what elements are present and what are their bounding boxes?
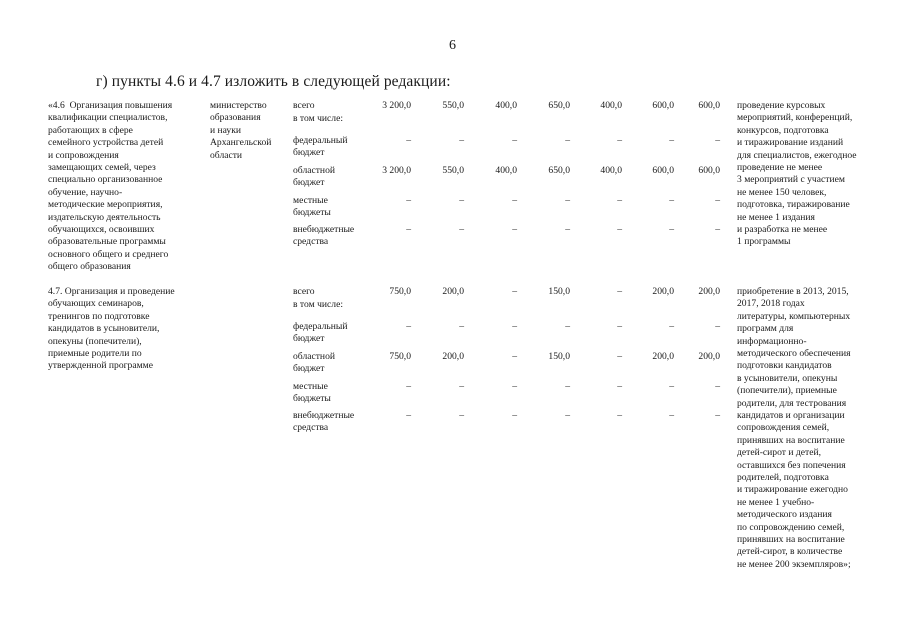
- funding-source-label: местные: [293, 195, 328, 206]
- expected-result-line: подготовки кандидатов: [737, 360, 832, 372]
- expected-result-line: не менее 1 учебно-: [737, 496, 815, 508]
- expected-result-line: не менее 1 издания: [737, 211, 815, 223]
- expected-result-line: детей-сирот и детей,: [737, 447, 822, 459]
- executor-line: области: [210, 149, 243, 161]
- funding-value-cell: –: [617, 321, 622, 332]
- item-title-line: работающих в сфере: [48, 124, 133, 136]
- item-title-line: замещающих семей, через: [48, 162, 156, 173]
- amendment-heading: г) пункты 4.6 и 4.7 изложить в следующей редакции:: [96, 73, 451, 90]
- funding-value-cell: –: [617, 351, 622, 362]
- funding-value-cell: –: [512, 321, 517, 332]
- funding-value-cell: –: [406, 195, 411, 206]
- funding-value-cell: –: [669, 224, 674, 235]
- expected-result-line: и тиражирование ежегодно: [737, 484, 848, 496]
- funding-value-cell: –: [512, 224, 517, 235]
- funding-value-cell: –: [406, 410, 411, 421]
- funding-value-cell: –: [715, 321, 720, 332]
- funding-value-cell: 400,0: [495, 100, 517, 111]
- funding-source-label: бюджет: [293, 363, 325, 375]
- funding-value-cell: 600,0: [698, 100, 720, 111]
- expected-result-line: проведение не менее: [737, 162, 823, 173]
- item-title-line: обучающих семинаров,: [48, 298, 144, 310]
- item-title-line: «4.6 Организация повышения: [48, 100, 173, 111]
- executor-line: Архангельской: [210, 137, 272, 149]
- expected-result-line: оставшихся без попечения: [737, 459, 846, 471]
- expected-result-line: мероприятий, конференций,: [737, 112, 853, 124]
- funding-value-cell: –: [512, 351, 517, 362]
- funding-value-cell: –: [565, 135, 570, 146]
- funding-value-cell: –: [617, 286, 622, 297]
- expected-result-line: проведение курсовых: [737, 100, 826, 111]
- funding-value-cell: –: [512, 195, 517, 206]
- funding-source-label: бюджет: [293, 177, 325, 189]
- funding-value-cell: –: [715, 410, 720, 421]
- expected-result-line: программ для: [737, 323, 794, 335]
- expected-result-line: информационно-: [737, 335, 807, 347]
- funding-value-cell: –: [617, 135, 622, 146]
- funding-source-label: внебюджетные: [293, 410, 355, 421]
- item-title-line: приемные родители по: [48, 348, 142, 359]
- funding-value-cell: 200,0: [442, 286, 464, 297]
- executor-line: образования: [210, 112, 261, 124]
- item-title-line: специально организованное: [48, 174, 163, 186]
- funding-value-cell: 600,0: [652, 100, 674, 111]
- item-title-line: обучение, научно-: [48, 186, 123, 198]
- funding-value-cell: –: [617, 224, 622, 235]
- expected-result-line: сопровождения семей,: [737, 422, 830, 434]
- expected-result-line: подготовка, тиражирование: [737, 199, 850, 211]
- funding-value-cell: –: [617, 195, 622, 206]
- funding-value-cell: 650,0: [548, 165, 570, 176]
- funding-value-cell: –: [565, 321, 570, 332]
- funding-value-cell: –: [512, 381, 517, 392]
- funding-source-label: средства: [293, 422, 329, 434]
- funding-value-cell: 150,0: [548, 351, 570, 362]
- funding-value-cell: –: [459, 224, 464, 235]
- expected-result-line: 2017, 2018 годах: [737, 298, 805, 310]
- funding-value-cell: –: [459, 135, 464, 146]
- funding-value-cell: –: [459, 410, 464, 421]
- funding-value-cell: 200,0: [652, 351, 674, 362]
- expected-result-line: методического обеспечения: [737, 348, 851, 359]
- funding-value-cell: 750,0: [389, 351, 411, 362]
- item-title-line: квалификации специалистов,: [48, 112, 168, 124]
- funding-value-cell: –: [565, 195, 570, 206]
- item-title-line: обучающихся, освоивших: [48, 224, 155, 235]
- expected-result-line: 3 мероприятий с участием: [737, 174, 845, 186]
- funding-value-cell: 200,0: [698, 286, 720, 297]
- funding-value-cell: 600,0: [652, 165, 674, 176]
- expected-result-line: не менее 150 человек,: [737, 186, 827, 198]
- funding-source-label: всего: [293, 286, 315, 297]
- funding-value-cell: 600,0: [698, 165, 720, 176]
- funding-value-cell: 200,0: [442, 351, 464, 362]
- expected-result-line: детей-сирот, в количестве: [737, 546, 843, 558]
- funding-value-cell: 750,0: [389, 286, 411, 297]
- funding-source-label: внебюджетные: [293, 224, 355, 235]
- funding-value-cell: –: [669, 381, 674, 392]
- expected-result-line: принявших на воспитание: [737, 434, 845, 446]
- funding-value-cell: –: [565, 410, 570, 421]
- item-title-line: методические мероприятия,: [48, 199, 163, 211]
- funding-value-cell: 550,0: [442, 100, 464, 111]
- funding-value-cell: 650,0: [548, 100, 570, 111]
- funding-source-label: бюджет: [293, 333, 325, 345]
- funding-source-label: федеральный: [293, 135, 348, 146]
- funding-value-cell: –: [669, 410, 674, 421]
- expected-result-line: по сопровождению семей,: [737, 521, 845, 533]
- item-title-line: образовательные программы: [48, 236, 166, 248]
- funding-value-cell: –: [669, 135, 674, 146]
- funding-value-cell: 150,0: [548, 286, 570, 297]
- funding-value-cell: –: [669, 321, 674, 332]
- funding-source-label: в том числе:: [293, 299, 344, 310]
- expected-result-line: конкурсов, подготовка: [737, 124, 829, 136]
- funding-value-cell: 3 200,0: [382, 100, 411, 111]
- expected-result-line: приобретение в 2013, 2015,: [737, 286, 849, 297]
- funding-value-cell: –: [715, 224, 720, 235]
- funding-value-cell: –: [617, 381, 622, 392]
- expected-result-line: родителей, подготовка: [737, 472, 829, 483]
- funding-value-cell: –: [565, 224, 570, 235]
- funding-source-label: в том числе:: [293, 113, 344, 124]
- funding-source-label: бюджеты: [293, 393, 331, 405]
- expected-result-line: в усыновители, опекуны: [737, 372, 838, 384]
- expected-result-line: принявших на воспитание: [737, 534, 845, 545]
- funding-value-cell: –: [715, 135, 720, 146]
- expected-result-line: не менее 200 экземпляров»;: [737, 558, 851, 570]
- funding-value-cell: –: [459, 195, 464, 206]
- expected-result-line: и тиражирование изданий: [737, 137, 844, 149]
- item-title-line: семейного устройства детей: [48, 137, 164, 149]
- funding-value-cell: 400,0: [600, 165, 622, 176]
- funding-source-label: федеральный: [293, 321, 348, 332]
- funding-value-cell: –: [512, 286, 517, 297]
- executor-line: и науки: [210, 124, 242, 136]
- funding-value-cell: –: [512, 410, 517, 421]
- funding-source-label: бюджеты: [293, 207, 331, 219]
- expected-result-line: кандидатов и организации: [737, 410, 845, 421]
- funding-value-cell: –: [715, 195, 720, 206]
- item-title-line: утвержденной программе: [48, 360, 154, 372]
- item-title-line: 4.7. Организация и проведение: [48, 286, 175, 297]
- funding-value-cell: –: [459, 321, 464, 332]
- funding-value-cell: –: [512, 135, 517, 146]
- item-title-line: общего образования: [48, 261, 131, 273]
- funding-source-label: средства: [293, 236, 329, 248]
- funding-value-cell: –: [715, 381, 720, 392]
- funding-source-label: бюджет: [293, 147, 325, 159]
- expected-result-line: для специалистов, ежегодное: [737, 149, 857, 161]
- item-title-line: опекуны (попечители),: [48, 335, 142, 347]
- funding-value-cell: –: [669, 195, 674, 206]
- executor-line: министерство: [210, 100, 267, 111]
- expected-result-line: литературы, компьютерных: [737, 310, 851, 322]
- expected-result-line: и разработка не менее: [737, 224, 828, 235]
- expected-result-line: 1 программы: [737, 236, 791, 248]
- funding-source-label: всего: [293, 100, 315, 111]
- funding-value-cell: –: [406, 224, 411, 235]
- expected-result-line: методического издания: [737, 509, 832, 521]
- item-title-line: основного общего и среднего: [48, 248, 169, 260]
- funding-value-cell: –: [406, 381, 411, 392]
- item-title-line: тренингов по подготовке: [48, 310, 150, 322]
- funding-value-cell: –: [565, 381, 570, 392]
- funding-source-label: областной: [293, 351, 336, 362]
- funding-value-cell: 200,0: [652, 286, 674, 297]
- funding-value-cell: 3 200,0: [382, 165, 411, 176]
- funding-source-label: областной: [293, 165, 336, 176]
- funding-value-cell: 400,0: [600, 100, 622, 111]
- item-title-line: кандидатов в усыновители,: [48, 323, 160, 335]
- expected-result-line: родители, для тестрования: [737, 397, 847, 409]
- funding-value-cell: 400,0: [495, 165, 517, 176]
- expected-result-line: (попечители), приемные: [737, 385, 837, 397]
- item-title-line: издательскую деятельность: [48, 211, 161, 223]
- funding-source-label: местные: [293, 381, 328, 392]
- funding-value-cell: –: [459, 381, 464, 392]
- funding-value-cell: 550,0: [442, 165, 464, 176]
- page-number: 6: [449, 38, 456, 53]
- funding-value-cell: 200,0: [698, 351, 720, 362]
- funding-value-cell: –: [406, 135, 411, 146]
- item-title-line: и сопровождения: [48, 149, 119, 161]
- funding-value-cell: –: [406, 321, 411, 332]
- funding-value-cell: –: [617, 410, 622, 421]
